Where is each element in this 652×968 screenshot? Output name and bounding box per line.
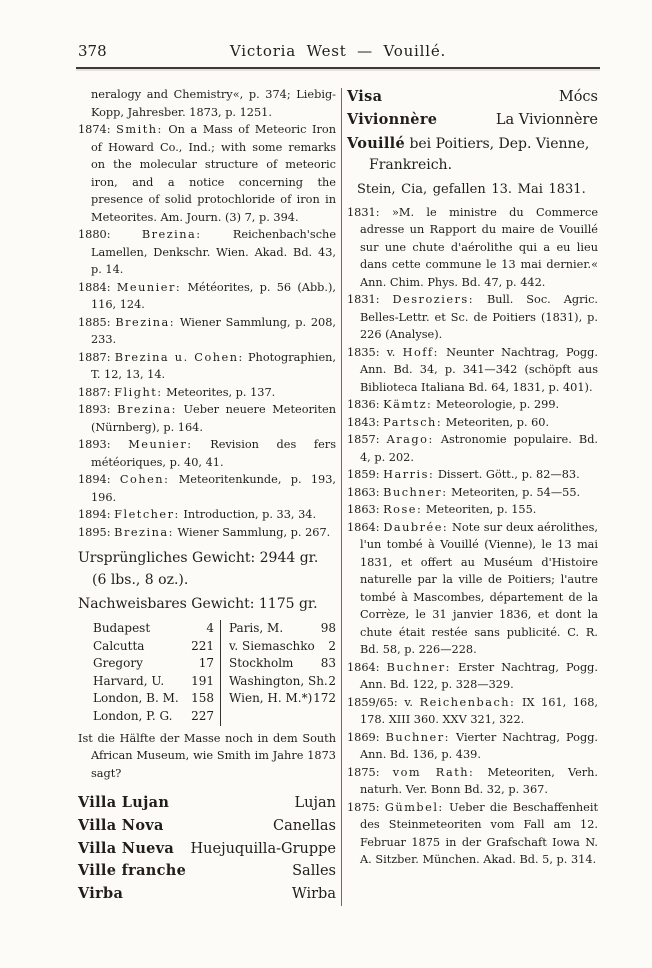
- ref-year: 1875:: [347, 800, 380, 814]
- page-header: [78, 42, 598, 64]
- ref-author: Reichenbach:: [419, 695, 516, 709]
- ref-year: 1863:: [347, 503, 380, 517]
- reference-entry: [347, 519, 598, 659]
- entry-name: Villa Lujan: [78, 794, 170, 812]
- ref-year: 1887:: [78, 385, 111, 399]
- reference-entry: [347, 501, 598, 519]
- ref-author: vom Rath:: [392, 765, 475, 779]
- table-row: [93, 690, 336, 708]
- reference-entry: [347, 729, 598, 764]
- ref-year: 1857:: [347, 433, 380, 447]
- table-row: [93, 620, 336, 638]
- reference-entry: [78, 314, 336, 349]
- entry-name: Villa Nova: [78, 816, 164, 834]
- ref-author: Flight:: [114, 385, 163, 399]
- ref-year: 1864:: [347, 660, 380, 674]
- museum-name: Gregory: [93, 656, 143, 671]
- reference-entry: [347, 659, 598, 694]
- entry-list: [78, 792, 336, 906]
- ref-text: Meteoriten, p. 54—55.: [451, 485, 581, 499]
- table-row: [93, 708, 336, 726]
- ref-author: Arago:: [386, 433, 434, 447]
- ref-text: Ueber die Beschaffenheit des Steinmeteoriten vom Fall am 12. Februar 1875 in der Grafschaft Iowa N. A. Sitzber. München. Akad. Bd. 5, p. 314.: [360, 800, 598, 867]
- ref-year: 1894:: [78, 473, 111, 486]
- table-row: [93, 655, 336, 673]
- ref-year: 1836:: [347, 398, 380, 412]
- table-row: [93, 673, 336, 691]
- ref-text: Meteoritenkunde, p. 193, 196.: [91, 473, 337, 504]
- museum-name: Paris, M.: [229, 621, 284, 635]
- ref-text: Revision des fers météoriques, p. 40, 41.: [91, 438, 337, 469]
- specimen-weight: 227: [191, 708, 214, 723]
- ref-author: Meunier:: [116, 280, 182, 294]
- ref-author: Gümbel:: [384, 800, 444, 814]
- ref-author: Harris:: [383, 468, 435, 482]
- ref-text: Neunter Nachtrag, Pogg. Ann. Bd. 34, p. 341—342 (schöpft aus Biblioteca Italiana Bd. 64, 1831, p. 401).: [360, 345, 598, 394]
- ref-text: Météorites, p. 56 (Abb.), 116, 124.: [91, 280, 336, 311]
- ref-text: IX 161, 168, 178. XIII 360. XXV 321, 322.: [360, 695, 599, 727]
- ref-author: Brezina:: [141, 228, 202, 241]
- ref-text: Meteoriten, p. 155.: [425, 503, 537, 517]
- header-rule: [76, 67, 600, 69]
- ref-year: 1835: v.: [347, 345, 396, 359]
- ref-author: Buchner:: [383, 485, 448, 499]
- ref-author: Meunier:: [128, 438, 193, 451]
- reference-entry: [78, 121, 336, 226]
- reference-entry: [347, 431, 598, 466]
- ref-text: »M. le ministre du Commerce adresse un Rapport du maire de Vouillé sur une chute d'aérolithe qui a eu lieu dans cette commune le 13 mai dernier.« Ann. Chim. Phys. Bd. 47, p. 442.: [360, 205, 599, 289]
- entry-synonym: La Vivionnère: [495, 111, 598, 128]
- entry-subtitle: Stein, Cia, gefallen 13. Mai 1831.: [357, 181, 586, 197]
- specimen-weight: 172: [313, 691, 336, 706]
- ref-year: 1864:: [347, 520, 380, 534]
- entry-row: [78, 792, 336, 815]
- running-title: Victoria West — Vouillé.: [229, 42, 447, 60]
- entry-name: Vouillé: [347, 134, 405, 152]
- ref-year: 1885:: [78, 315, 111, 329]
- ref-text: On a Mass of Meteoric Iron of Howard Co., Ind.; with some remarks on the molecular structure of meteoric iron, and a notice concerning the presence of solid protochloride of iron in Meteorites. Am. Journ. (3) 7, p. 394.: [91, 123, 336, 224]
- ref-text: Meteorologie, p. 299.: [435, 398, 560, 412]
- entry-row: [347, 109, 598, 132]
- entry-synonym: Mócs: [558, 89, 598, 105]
- museum-name: Washington, Sh.: [229, 673, 328, 688]
- main-entry: [347, 133, 598, 176]
- ref-text: Meteoriten, p. 60.: [445, 415, 550, 429]
- ref-text: Bull. Soc. Agric. Belles-Lettr. et Sc. de Poitiers (1831), p. 226 (Analyse).: [360, 293, 599, 342]
- reference-entry: [347, 396, 598, 414]
- ref-author: Smith:: [116, 123, 163, 136]
- ref-text: Meteoriten, Verh. naturh. Ver. Bonn Bd. 32, p. 367.: [360, 765, 599, 797]
- ref-year: 1859/65: v.: [347, 695, 413, 709]
- table-row: [93, 638, 336, 656]
- reference-entry: [78, 401, 336, 436]
- ref-author: Hoff:: [402, 345, 439, 359]
- ref-year: 1831:: [347, 293, 380, 307]
- entry-synonym: Huejuquilla-Gruppe: [190, 840, 336, 857]
- ref-year: 1843:: [347, 415, 380, 429]
- ref-year: 1869:: [347, 730, 380, 744]
- ref-text: Astronomie populaire. Bd. 4, p. 202.: [360, 433, 599, 464]
- museum-name: Stockholm: [229, 656, 294, 671]
- ref-year: 1875:: [347, 765, 380, 779]
- ref-author: Cohen:: [119, 473, 170, 486]
- ref-text: Meteorites, p. 137.: [166, 385, 276, 399]
- ref-year: 1893:: [78, 438, 111, 451]
- ref-year: 1859:: [347, 468, 380, 482]
- ref-author: Kämtz:: [383, 398, 433, 412]
- reference-entry: [347, 694, 598, 729]
- ref-text: Ueber neuere Meteoriten (Nürnberg), p. 164.: [91, 403, 337, 434]
- ref-author: Rose:: [383, 503, 423, 517]
- column-divider: [341, 88, 342, 906]
- text-columns: [78, 86, 598, 906]
- reference-entry: [347, 291, 598, 344]
- reference-entry: [78, 471, 336, 506]
- ref-author: Brezina:: [115, 315, 176, 329]
- ref-text: Dissert. Gött., p. 82—83.: [437, 468, 580, 482]
- ref-author: Brezina:: [117, 403, 177, 416]
- entry-synonym: Canellas: [272, 817, 336, 834]
- ref-author: Brezina u. Cohen:: [114, 350, 244, 364]
- distribution-table: [78, 620, 336, 726]
- specimen-weight: 17: [198, 656, 214, 671]
- museum-name: London, B. M.: [93, 691, 179, 706]
- ref-year: 1893:: [78, 403, 111, 416]
- reference-entry: [347, 344, 598, 397]
- ref-year: 1895:: [78, 525, 111, 539]
- entry-row: [78, 860, 336, 883]
- reference-entry: [347, 484, 598, 502]
- ref-year: 1874:: [78, 123, 111, 136]
- ref-text: Reichenbach'sche Lamellen, Denkschr. Wien. Akad. Bd. 43, p. 14.: [91, 228, 337, 276]
- continuation-text: neralogy and Chemistry«, p. 374; Liebig-Kopp, Jahresber. 1873, p. 1251.: [91, 88, 336, 119]
- museum-name: v. Siemaschko: [229, 638, 315, 653]
- ref-author: Daubrée:: [383, 520, 449, 534]
- specimen-weight: 2: [328, 673, 336, 688]
- reference-entry: [78, 384, 336, 402]
- ref-author: Buchner:: [385, 730, 450, 744]
- museum-name: Wien, H. M.*): [229, 691, 313, 706]
- specimen-weight: 221: [191, 638, 214, 653]
- entry-row: [78, 838, 336, 861]
- specimen-weight: 83: [320, 656, 336, 671]
- reference-entry: [78, 506, 336, 524]
- reference-entry: [347, 204, 598, 292]
- specimen-weight: 4: [206, 621, 214, 635]
- museum-name: London, P. G.: [93, 708, 173, 723]
- ref-author: Fletcher:: [114, 508, 180, 521]
- ref-year: 1831:: [347, 205, 380, 219]
- ref-year: 1880:: [78, 228, 111, 241]
- question-note: Ist die Hälfte der Masse noch in dem South African Museum, wie Smith im Jahre 1873 sagt?: [78, 731, 336, 780]
- specimen-weight: 191: [191, 673, 214, 688]
- reference-entry: [347, 764, 598, 799]
- reference-entry: [78, 524, 336, 542]
- museum-name: Budapest: [93, 621, 151, 635]
- page-number: 378: [78, 42, 107, 60]
- reference-entry: [78, 226, 336, 279]
- ref-text: Photographien, T. 12, 13, 14.: [91, 350, 336, 381]
- museum-name: Harvard, U.: [93, 673, 165, 688]
- ref-year: 1863:: [347, 485, 380, 499]
- left-column: [78, 86, 336, 906]
- museum-name: Calcutta: [93, 638, 145, 653]
- reference-entry: [347, 799, 598, 869]
- ref-text: Introduction, p. 33, 34.: [183, 508, 317, 521]
- specimen-weight: 98: [320, 621, 336, 635]
- ref-author: Buchner:: [386, 660, 451, 674]
- entry-name: Vivionnère: [347, 110, 438, 128]
- ref-year: 1884:: [78, 280, 111, 294]
- entry-synonym: Wirba: [291, 886, 336, 903]
- original-weight-line: Ursprüngliches Gewicht: 2944 gr. (6 lbs., 8 oz.).: [78, 550, 319, 588]
- entry-row: [78, 883, 336, 906]
- ref-author: Partsch:: [383, 415, 443, 429]
- entry-synonym: Salles: [292, 863, 336, 880]
- reference-list: [347, 204, 598, 869]
- ref-year: 1894:: [78, 508, 111, 521]
- ref-text: Wiener Sammlung, p. 208, 233.: [91, 315, 337, 346]
- entry-row: [347, 86, 598, 109]
- entry-location: bei Poitiers, Dep. Vienne, Frankreich.: [369, 135, 590, 173]
- reference-entry: [78, 349, 336, 384]
- entry-name: Villa Nueva: [78, 839, 175, 857]
- ref-text: Vierter Nachtrag, Pogg. Ann. Bd. 136, p. 439.: [360, 730, 599, 762]
- ref-text: Note sur deux aérolithes, l'un tombé à Vouillé (Vienne), le 13 mai 1831, et offert au Muséum d'Histoire naturelle par la ville de Poitiers; l'autre tombé à Mascombes, département de la Corrèze, le 31 janvier 1836, et dont la chute était restée sans publicité. C. R. Bd. 58, p. 226—228.: [360, 520, 599, 657]
- entry-name: Ville franche: [78, 862, 187, 880]
- entry-row: [78, 815, 336, 838]
- ref-year: 1887:: [78, 350, 111, 364]
- verified-weight-line: Nachweisbares Gewicht: 1175 gr.: [78, 596, 318, 612]
- entry-name: Virba: [78, 885, 124, 903]
- entry-name: Visa: [347, 88, 383, 105]
- specimen-weight: 158: [191, 691, 214, 706]
- reference-entry: [347, 414, 598, 432]
- reference-entry: [78, 436, 336, 471]
- entry-synonym: Lujan: [294, 795, 336, 812]
- right-column: [347, 86, 598, 906]
- ref-author: Desroziers:: [392, 293, 475, 307]
- ref-text: Wiener Sammlung, p. 267.: [177, 525, 331, 539]
- reference-entry: [347, 466, 598, 484]
- ref-author: Brezina:: [114, 525, 174, 539]
- specimen-weight: 2: [328, 638, 336, 653]
- ref-text: Erster Nachtrag, Pogg. Ann. Bd. 122, p. 328—329.: [360, 660, 599, 692]
- reference-entry: [78, 279, 336, 314]
